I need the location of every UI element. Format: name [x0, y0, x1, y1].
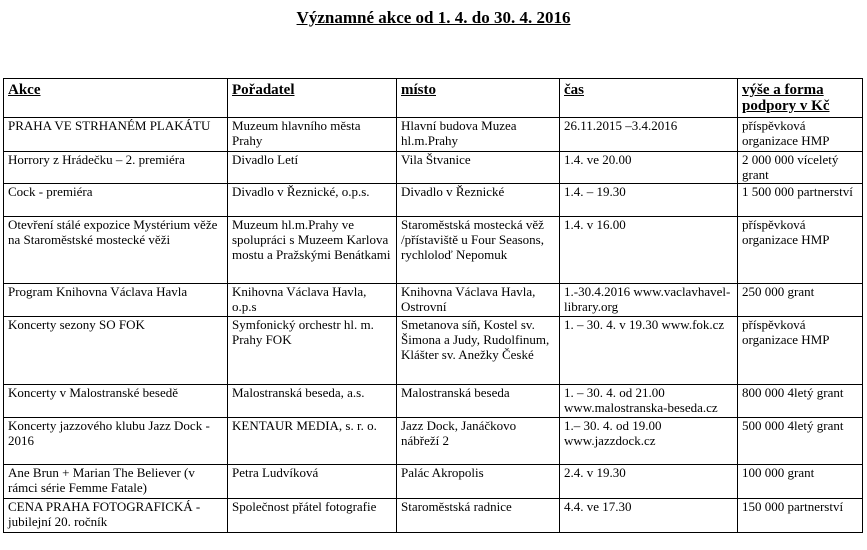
cell-poradatel: Malostranská beseda, a.s.: [228, 385, 397, 418]
cell-poradatel: Muzeum hl.m.Prahy ve spolupráci s Muzeem Karlova mostu a Pražskými Benátkami: [228, 217, 397, 284]
cell-cas: 4.4. ve 17.30: [560, 499, 738, 533]
cell-cas: 2.4. v 19.30: [560, 465, 738, 499]
cell-cas: 1.4. – 19.30: [560, 184, 738, 217]
cell-podpora: příspěvková organizace HMP: [738, 118, 863, 152]
cell-podpora: 100 000 grant: [738, 465, 863, 499]
events-table: [3, 78, 863, 533]
table-row: [4, 465, 863, 499]
cell-misto: Staroměstská radnice: [397, 499, 560, 533]
cell-akce: Horrory z Hrádečku – 2. premiéra: [4, 152, 228, 184]
cell-podpora: 150 000 partnerství: [738, 499, 863, 533]
cell-misto: Malostranská beseda: [397, 385, 560, 418]
cell-cas: 1. – 30. 4. od 21.00 www.malostranska-beseda.cz: [560, 385, 738, 418]
document-title: Významné akce od 1. 4. do 30. 4. 2016: [296, 8, 571, 27]
table-row: [4, 418, 863, 465]
header-poradatel: Pořadatel: [228, 79, 397, 118]
table-row: [4, 217, 863, 284]
cell-poradatel: Divadlo v Řeznické, o.p.s.: [228, 184, 397, 217]
cell-akce: Ane Brun + Marian The Believer (v rámci série Femme Fatale): [4, 465, 228, 499]
cell-podpora: 250 000 grant: [738, 284, 863, 317]
cell-akce: PRAHA VE STRHANÉM PLAKÁTU: [4, 118, 228, 152]
table-row: [4, 385, 863, 418]
cell-podpora: 800 000 4letý grant: [738, 385, 863, 418]
table-row: [4, 499, 863, 533]
cell-cas: 1. – 30. 4. v 19.30 www.fok.cz: [560, 317, 738, 385]
table-row: [4, 284, 863, 317]
cell-akce: Koncerty v Malostranské besedě: [4, 385, 228, 418]
cell-poradatel: Muzeum hlavního města Prahy: [228, 118, 397, 152]
table-row: [4, 184, 863, 217]
header-akce: Akce: [4, 79, 228, 118]
cell-poradatel: Petra Ludvíková: [228, 465, 397, 499]
cell-akce: Program Knihovna Václava Havla: [4, 284, 228, 317]
cell-poradatel: Divadlo Letí: [228, 152, 397, 184]
table-row: [4, 118, 863, 152]
table-row: [4, 152, 863, 184]
cell-misto: Smetanova síň, Kostel sv. Šimona a Judy, Rudolfinum, Klášter sv. Anežky České: [397, 317, 560, 385]
cell-misto: Palác Akropolis: [397, 465, 560, 499]
header-podpora: výše a forma podpory v Kč: [738, 79, 863, 118]
cell-podpora: 500 000 4letý grant: [738, 418, 863, 465]
cell-akce: Otevření stálé expozice Mystérium věže na Staroměstské mostecké věži: [4, 217, 228, 284]
cell-akce: Cock - premiéra: [4, 184, 228, 217]
cell-cas: 1.4. ve 20.00: [560, 152, 738, 184]
header-misto: místo: [397, 79, 560, 118]
table-header-row: [4, 79, 863, 118]
cell-akce: CENA PRAHA FOTOGRAFICKÁ - jubilejní 20. ročník: [4, 499, 228, 533]
cell-cas: 1.4. v 16.00: [560, 217, 738, 284]
cell-misto: Vila Štvanice: [397, 152, 560, 184]
cell-misto: Hlavní budova Muzea hl.m.Prahy: [397, 118, 560, 152]
cell-misto: Staroměstská mostecká věž /přístaviště u Four Seasons, rychloloď Nepomuk: [397, 217, 560, 284]
cell-cas: 26.11.2015 –3.4.2016: [560, 118, 738, 152]
cell-podpora: příspěvková organizace HMP: [738, 217, 863, 284]
cell-akce: Koncerty sezony SO FOK: [4, 317, 228, 385]
cell-akce: Koncerty jazzového klubu Jazz Dock - 2016: [4, 418, 228, 465]
cell-podpora: 2 000 000 víceletý grant: [738, 152, 863, 184]
cell-podpora: 1 500 000 partnerství: [738, 184, 863, 217]
cell-poradatel: Společnost přátel fotografie: [228, 499, 397, 533]
cell-cas: 1.– 30. 4. od 19.00 www.jazzdock.cz: [560, 418, 738, 465]
cell-cas: 1.-30.4.2016 www.vaclavhavel-library.org: [560, 284, 738, 317]
cell-misto: Divadlo v Řeznické: [397, 184, 560, 217]
cell-misto: Knihovna Václava Havla, Ostrovní: [397, 284, 560, 317]
table-row: [4, 317, 863, 385]
cell-poradatel: Knihovna Václava Havla, o.p.s: [228, 284, 397, 317]
cell-poradatel: Symfonický orchestr hl. m. Prahy FOK: [228, 317, 397, 385]
cell-misto: Jazz Dock, Janáčkovo nábřeží 2: [397, 418, 560, 465]
cell-podpora: příspěvková organizace HMP: [738, 317, 863, 385]
cell-poradatel: KENTAUR MEDIA, s. r. o.: [228, 418, 397, 465]
header-cas: čas: [560, 79, 738, 118]
